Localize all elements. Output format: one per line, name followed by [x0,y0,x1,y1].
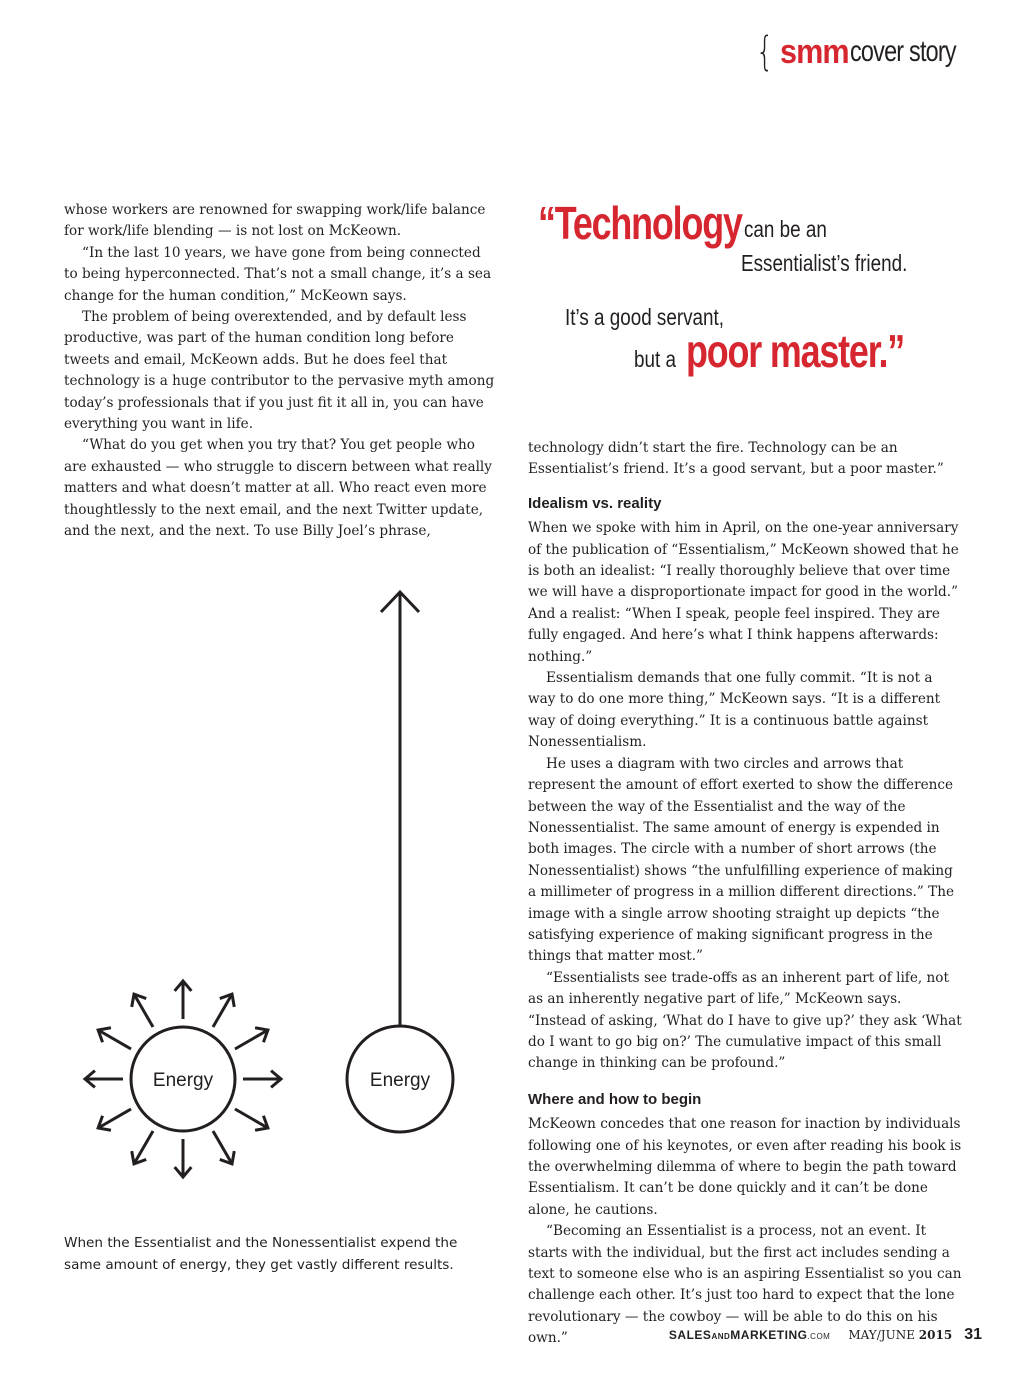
pull-quote-emphasis-poor-master: poor master.” [686,325,905,377]
pull-quote-text: Essentialist’s friend. [741,250,908,276]
nonessentialist-arrow [175,981,192,1019]
issue-month: MAY/JUNE [848,1328,915,1342]
nonessentialist-arrow [98,1028,131,1049]
nonessentialist-arrow [243,1071,281,1088]
nonessentialist-arrow [85,1071,123,1088]
page-footer [669,1326,982,1344]
nonessentialist-arrow [235,1109,268,1130]
issue-year: 2015 [918,1328,953,1342]
section-header [752,29,986,75]
body-paragraph: McKeown concedes that one reason for inaction by individuals following one of his keynotes, or even after reading his book is the overwhelming dilemma of where to begin the path toward Essentialism. It can’t be done quickly and it can’t be done alone, he cautions. [528,1116,962,1218]
footer-website [669,1328,830,1342]
nonessentialist-arrow [98,1109,131,1130]
header-brace: { [756,29,775,75]
nonessentialist-arrow [132,994,153,1027]
body-paragraph: “Essentialists see trade-offs as an inherent part of life, not as an inherently negative part of life,” McKeown says. “Instead of asking, ‘What do I have to give up?’ they ask ‘What do I want to go big on?’ The cumulative impact of this small change in thinking can be profound.” [528,969,962,1072]
site-and: AND [711,1332,731,1341]
body-paragraph: When we spoke with him in April, on the one-year anniversary of the publication of “Essentialism,” McKeown showed that he is both an idealist: “I really thoroughly believe that over time we will have a disproportionate impact for good in the world.” And a realist: “When I speak, people feel inspired. They are fully engaged. And here’s what I think happens afterwards: nothing.” [528,520,959,665]
pull-quote-text: It’s a good servant, [565,304,725,330]
nonessentialist-arrow [213,1131,234,1164]
pull-quote-text: can be an [744,216,827,242]
nonessentialist-arrow [132,1131,153,1164]
pull-quote-text: but a [634,346,676,372]
subheading-where-to-begin: Where and how to begin [528,1090,702,1108]
body-paragraph: technology didn’t start the fire. Technology can be an Essentialist’s friend. It’s a good servant, but a poor master.” [528,440,944,478]
body-paragraph: whose workers are renowned for swapping work/life balance for work/life blending — is not lost on McKeown. [64,202,486,240]
footer-issue [848,1328,952,1342]
nonessentialist-energy-label: Energy [152,1070,214,1091]
body-paragraph: The problem of being overextended, and by default less productive, was part of the human condition long before tweets and email, McKeown adds. But he does feel that technology is a huge contributor to the pervasive myth among today’s professionals that if you just fit it all in, you can have everything you want in life. [64,309,495,433]
subheading-idealism: Idealism vs. reality [528,494,662,512]
site-sales: SALES [668,1328,712,1342]
section-title: cover story [850,35,957,68]
body-paragraph: “What do you get when you try that? You get people who are exhausted — who struggle to discern between what really matters and what doesn’t matter at all. Who react even more thoughtlessly to the next email, and the next Twitter update, and the next, and the next. To use Billy Joel’s phrase, [64,437,492,540]
pull-quote-line-2 [741,250,944,277]
body-paragraph: Essentialism demands that one fully commit. “It is not a way to do one more thing,” McKeown says. “It is a different way of doing everything.” It is a continuous battle against Nonessentialism. [528,670,941,751]
body-paragraph: “Becoming an Essentialist is a process, not an event. It starts with the individual, but the first act includes sending a text to someone else who is an aspiring Essentialist so you can challenge each other. It’s just too hard to expect that the lone revolutionary — the cowboy — will be able to do this on his own.” [528,1223,962,1347]
site-marketing: MARKETING [730,1328,808,1342]
site-com: .COM [807,1332,831,1341]
nonessentialist-arrow [175,1139,192,1177]
nonessentialist-arrow [213,994,234,1027]
pull-quote-line-4 [634,346,685,373]
energy-diagram [60,580,480,1200]
body-paragraph: He uses a diagram with two circles and arrows that represent the amount of effort exerted to show the difference between the way of the Essentialist and the way of the Nonessentialist. The same amount of energy is expended in both images. The circle with a number of short arrows (the Nonessentialist) shows “the unfulfilling experience of making a millimeter of progress in a million different directions.” The image with a single arrow shooting straight up depicts “the satisfying experience of making significant progress in the things that matter most.” [528,755,955,965]
body-paragraph: “In the last 10 years, we have gone from being connected to being hyperconnected. That’s not a small change, it’s a sea change for the human condition,” McKeown says. [64,244,492,304]
pull-quote-line-4b [686,324,966,378]
essentialist-energy-label: Energy [369,1070,431,1091]
pull-quote-line-1b [744,216,845,243]
nonessentialist-arrow [235,1028,268,1049]
pull-quote-emphasis-technology: “Technology [538,197,742,249]
brand-logo: smm [779,32,849,71]
right-column [528,438,964,1350]
diagram-caption: When the Essentialist and the Nonessentialist expend the same amount of energy, they get vastly different results. [64,1235,458,1273]
left-column [64,200,496,543]
page-number: 31 [964,1326,982,1343]
essentialist-diagram [347,592,453,1132]
